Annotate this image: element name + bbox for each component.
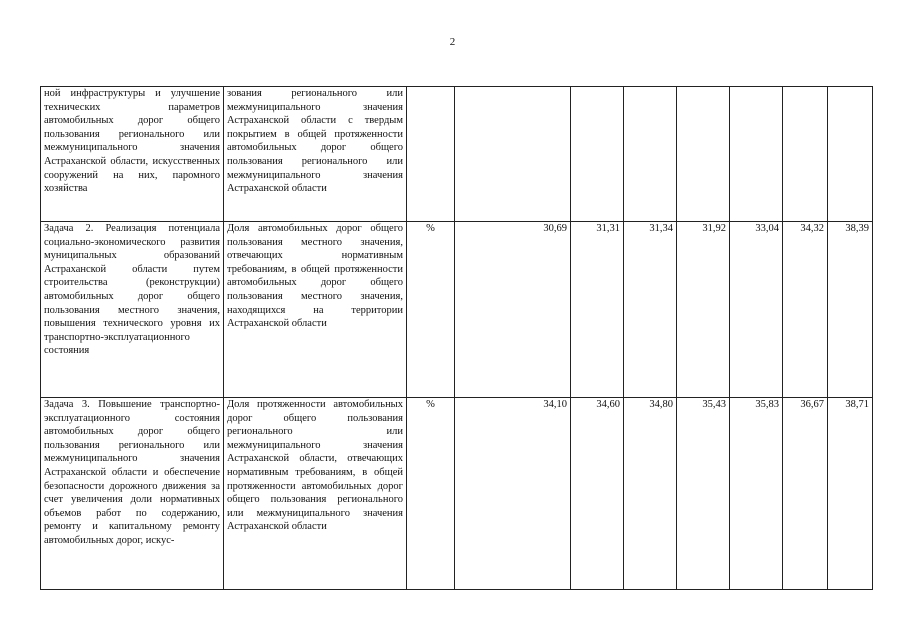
value-cell: 33,04 bbox=[730, 222, 783, 398]
indicator-cell: зования регионального или межмуниципального значения Астраханской области с твердым покрытием в общей протяженности автомобильных дорог общего пользования регионального или межмуниципального значения Астраханской области bbox=[224, 87, 407, 222]
table-row bbox=[41, 87, 873, 222]
value-cell bbox=[624, 87, 677, 222]
unit-cell bbox=[407, 87, 455, 222]
value-cell: 35,83 bbox=[730, 398, 783, 590]
indicator-cell: Доля протяженности автомобильных дорог общего пользования регионального или межмуниципального значения Астраханской области, отвечающих нормативным требованиям, в общей протяженности автомобильных дорог общего пользования регионального или межмуниципального значения Астраханской области bbox=[224, 398, 407, 590]
table-row bbox=[41, 398, 873, 590]
value-cell: 38,39 bbox=[828, 222, 873, 398]
unit-cell: % bbox=[407, 222, 455, 398]
value-cell: 38,71 bbox=[828, 398, 873, 590]
value-cell: 31,92 bbox=[677, 222, 730, 398]
value-cell: 30,69 bbox=[455, 222, 571, 398]
indicators-table bbox=[40, 86, 873, 590]
value-cell: 34,10 bbox=[455, 398, 571, 590]
value-cell: 31,31 bbox=[571, 222, 624, 398]
value-cell: 34,32 bbox=[783, 222, 828, 398]
indicator-cell: Доля автомобильных дорог общего пользования местного значения, отвечающих нормативным требованиям, в общей протяженности автомобильных дорог общего пользования местного значения, находящихся на территории Астраханской области bbox=[224, 222, 407, 398]
value-cell bbox=[455, 87, 571, 222]
value-cell bbox=[571, 87, 624, 222]
page-number: 2 bbox=[449, 36, 456, 48]
value-cell: 36,67 bbox=[783, 398, 828, 590]
unit-cell: % bbox=[407, 398, 455, 590]
task-cell: Задача 3. Повышение транспортно-эксплуатационного состояния автомобильных дорог общего пользования регионального или межмуниципального значения Астраханской области и обеспечение безопасности дорожного движения за счет увеличения доли нормативных объемов работ по содержанию, ремонту и капитальному ремонту автомобильных дорог, искус- bbox=[41, 398, 224, 590]
value-cell: 34,80 bbox=[624, 398, 677, 590]
value-cell bbox=[828, 87, 873, 222]
table-row bbox=[41, 222, 873, 398]
value-cell bbox=[677, 87, 730, 222]
task-cell: Задача 2. Реализация потенциала социально-экономического развития муниципальных образований Астраханской области путем строительства (реконструкции) автомобильных дорог общего пользования местного значения, повышения технического уровня их транспортно-эксплуатационного состояния bbox=[41, 222, 224, 398]
value-cell: 31,34 bbox=[624, 222, 677, 398]
value-cell bbox=[730, 87, 783, 222]
value-cell: 34,60 bbox=[571, 398, 624, 590]
task-cell: ной инфраструктуры и улучшение технических параметров автомобильных дорог общего пользования регионального или межмуниципального значения Астраханской области, искусственных сооружений на них, паромного хозяйства bbox=[41, 87, 224, 222]
value-cell: 35,43 bbox=[677, 398, 730, 590]
value-cell bbox=[783, 87, 828, 222]
